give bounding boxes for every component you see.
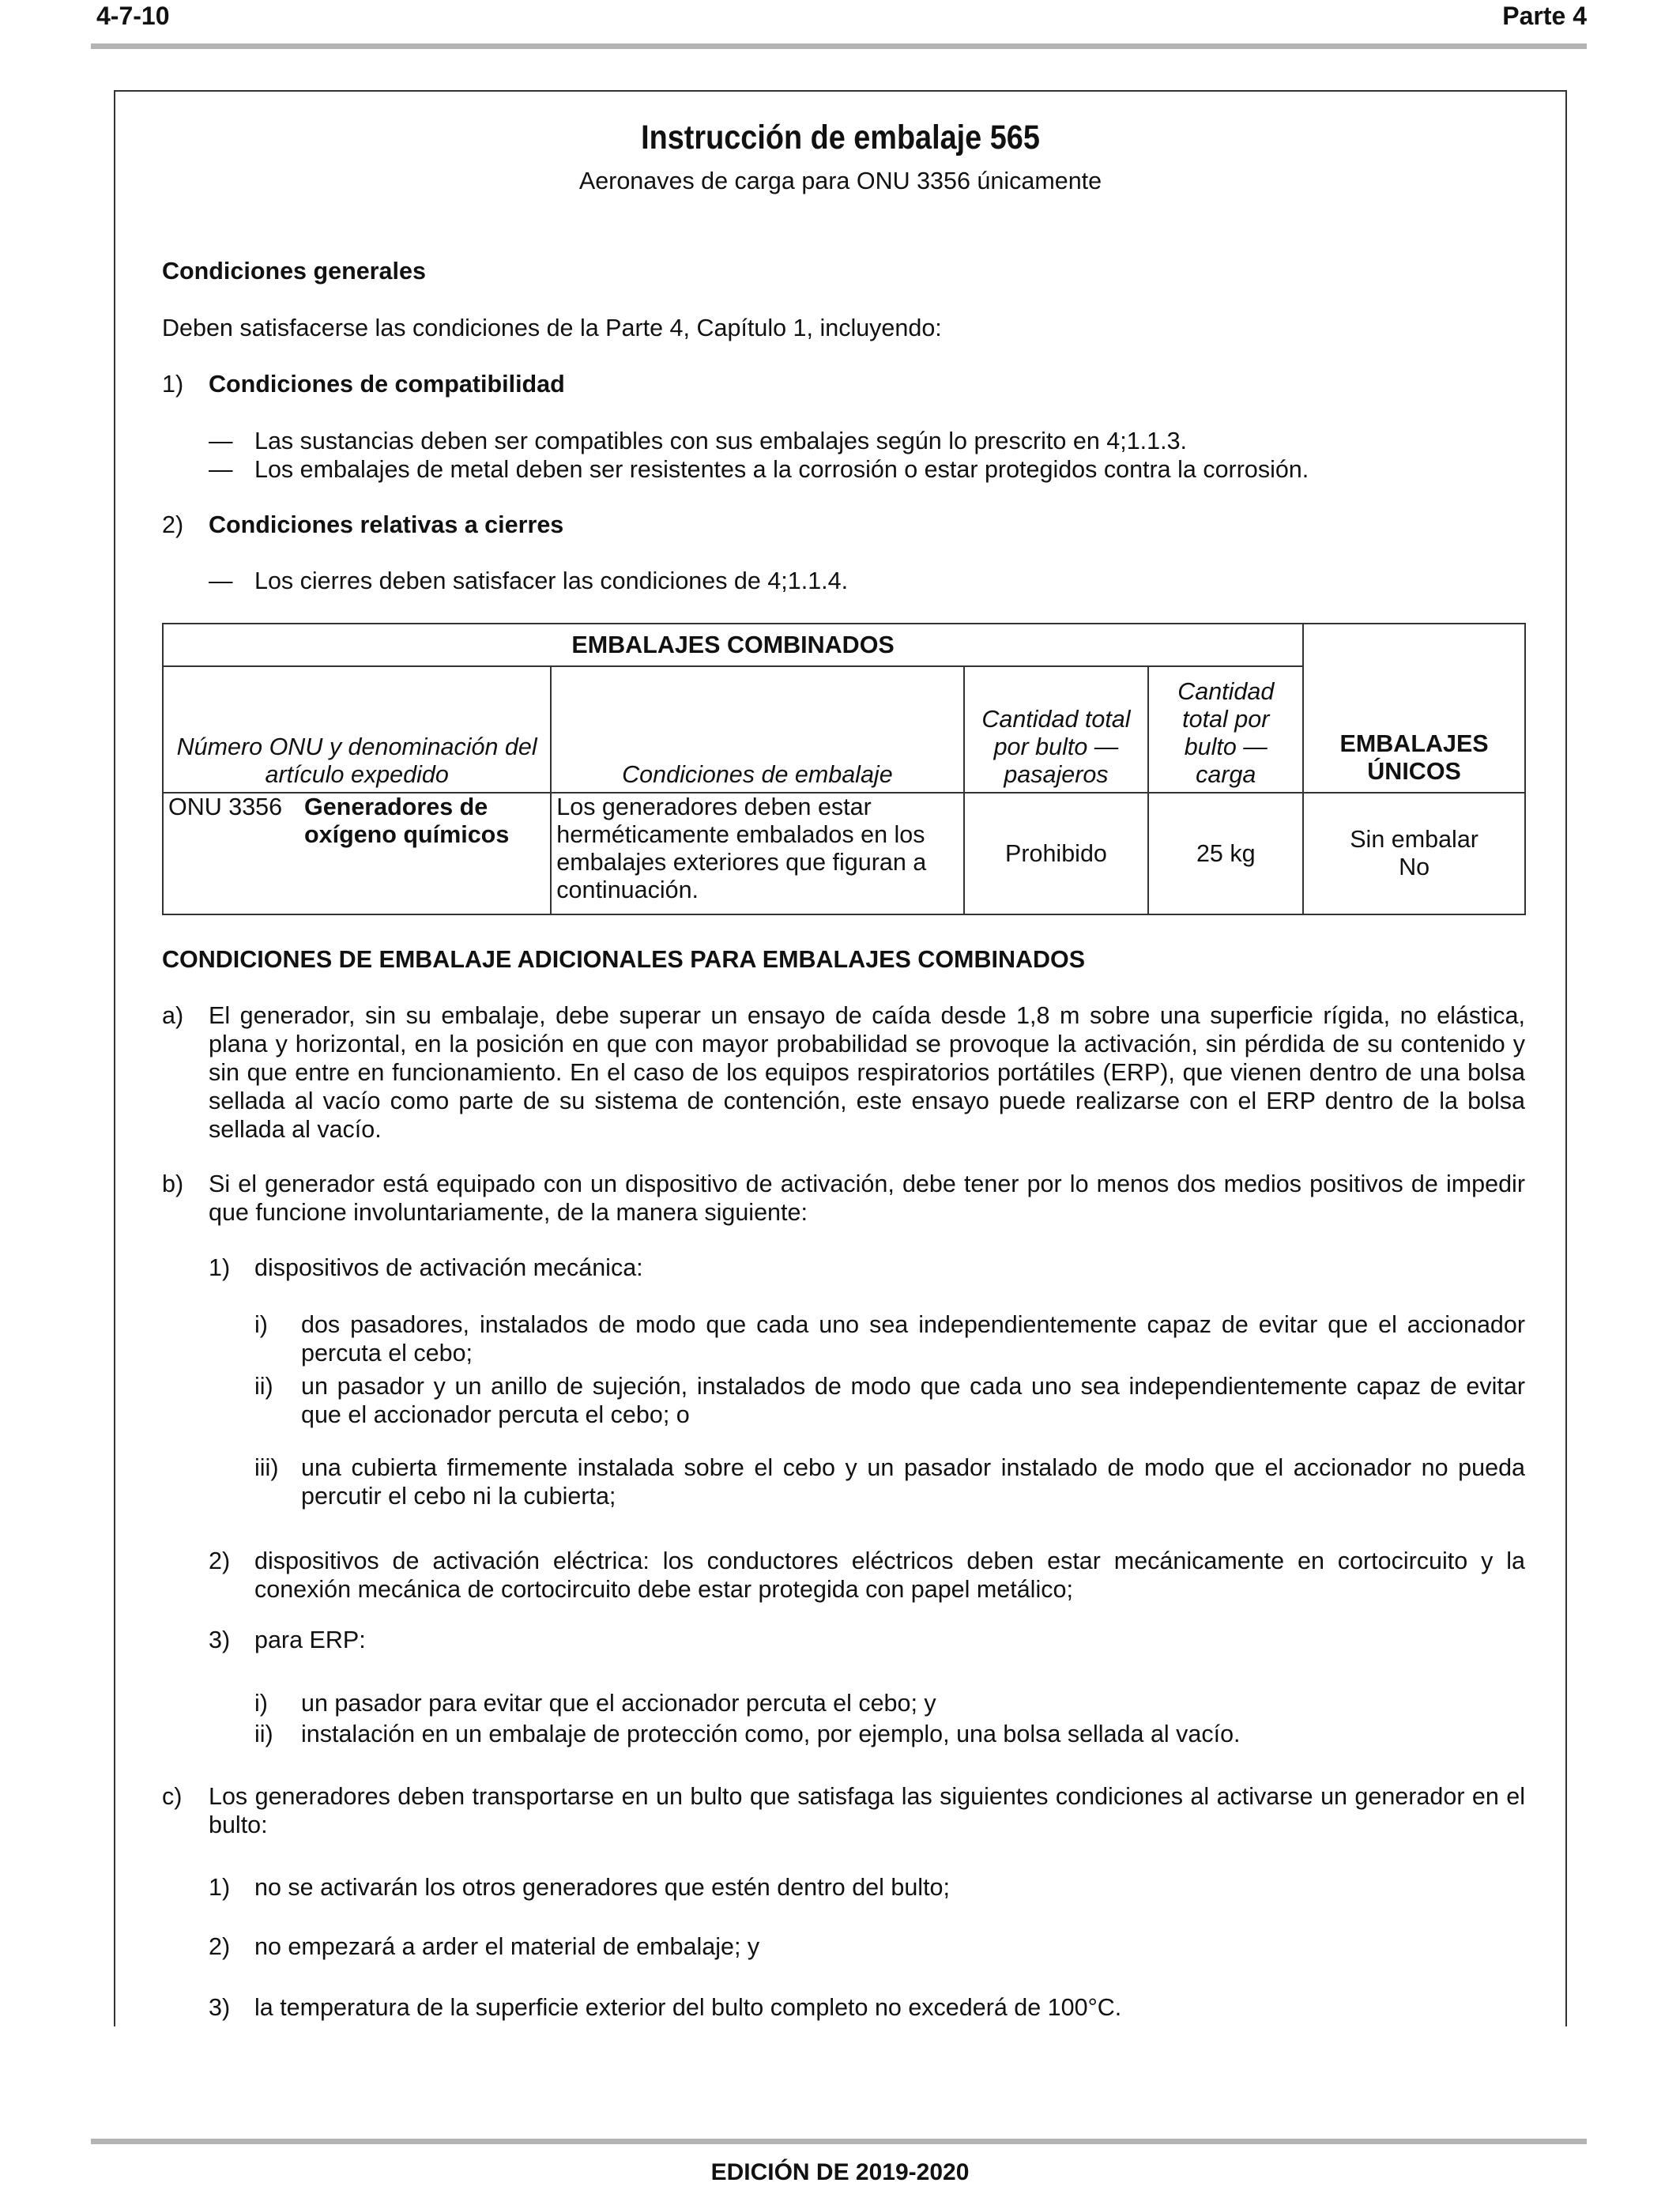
item-title: Condiciones relativas a cierres — [209, 511, 564, 538]
sub-sub-item-text: dos pasadores, instalados de modo que cada uno sea independientemente capaz de evitar que el accionador percuta el cebo; — [301, 1311, 1525, 1367]
edition-footer: EDICIÓN DE 2019-2020 — [710, 2159, 970, 2185]
sub-sub-item-number: i) — [254, 1690, 268, 1717]
single-packaging-header: EMBALAJES ÚNICOS — [1303, 624, 1525, 793]
item-title: Condiciones de compatibilidad — [209, 371, 565, 398]
item-number: 1) — [162, 371, 184, 398]
sub-sub-item-number: ii) — [254, 1373, 273, 1400]
cargo-quantity-header: Cantidad total por bulto — carga — [1148, 666, 1303, 793]
page-number: 4-7-10 — [96, 2, 170, 30]
clause-text: Los generadores deben transportarse en un bulto que satisfaga las siguientes condiciones al activarse un generador en el bulto: — [209, 1783, 1525, 1838]
sub-sub-item-text: instalación en un embalaje de protección como, por ejemplo, una bolsa sellada al vacío. — [301, 1721, 1241, 1747]
sub-item-text: dispositivos de activación eléctrica: los conductores eléctricos deben estar mecánicamente en cortocircuito y la conexión mecánica de cortocircuito debe estar protegida con papel metálico; — [254, 1547, 1525, 1603]
sub-item-text: para ERP: — [254, 1627, 366, 1653]
clause-label: c) — [162, 1783, 183, 1810]
sub-item-text: no empezará a arder el material de embalaje; y — [254, 1933, 760, 1960]
sub-item-number: 3) — [209, 1627, 231, 1653]
single-packaging-cell — [1303, 793, 1525, 914]
un-number: ONU 3356 — [168, 794, 283, 820]
packaging-table — [162, 623, 1526, 915]
dash-bullet: — — [209, 567, 233, 594]
sub-sub-item-number: ii) — [254, 1721, 273, 1747]
combined-header: EMBALAJES COMBINADOS — [163, 624, 1303, 666]
sub-item-number: 2) — [209, 1933, 231, 1960]
dash-bullet: — — [209, 428, 233, 454]
sub-item-text: no se activarán los otros generadores que estén dentro del bulto; — [254, 1874, 950, 1901]
single-packaging-value: Sin embalar — [1350, 826, 1478, 853]
sub-item-number: 3) — [209, 1994, 231, 2021]
passenger-quantity-header: Cantidad total por bulto — pasajeros — [964, 666, 1149, 793]
clause-text: Si el generador está equipado con un dispositivo de activación, debe tener por lo menos dos medios positivos de impedir que funcione involuntariamente, de la manera siguiente: — [209, 1171, 1525, 1226]
bullet-text: Los cierres deben satisfacer las condiciones de 4;1.1.4. — [254, 567, 849, 594]
sub-item-text: la temperatura de la superficie exterior del bulto completo no excederá de 100°C. — [254, 1994, 1122, 2021]
table-header-row — [163, 624, 1525, 666]
sub-sub-item-text: una cubierta firmemente instalada sobre el cebo y un pasador instalado de modo que el accionador no pueda percutir el cebo ni la cubierta; — [301, 1454, 1525, 1510]
sub-item-number: 2) — [209, 1547, 231, 1574]
clause-label: b) — [162, 1171, 184, 1197]
bullet-text: Los embalajes de metal deben ser resistentes a la corrosión o estar protegidos contra la corrosión. — [254, 456, 1309, 483]
dash-bullet: — — [209, 456, 233, 483]
un-number-cell — [163, 793, 551, 914]
clause-text: El generador, sin su embalaje, debe superar un ensayo de caída desde 1,8 m sobre una superficie rígida, no elástica, plana y horizontal, en la posición en que con mayor probabilidad se provoque la activación, sin pérdida de su contenido y sin que entre en funcionamiento. En el caso de los equipos respiratorios portátiles (ERP), que vienen dentro de una bolsa sellada al vacío como parte de su sistema de contención, este ensayo puede realizarse con el ERP dentro de la bolsa sellada al vacío. — [209, 1002, 1525, 1143]
additional-heading: CONDICIONES DE EMBALAJE ADICIONALES PARA EMBALAJES COMBINADOS — [162, 946, 1086, 973]
header-rule — [91, 43, 1587, 49]
sub-item-text: dispositivos de activación mecánica: — [254, 1254, 643, 1281]
un-number-header: Número ONU y denominación del artículo expedido — [163, 666, 551, 793]
passenger-quantity-cell: Prohibido — [964, 793, 1149, 914]
part-label: Parte 4 — [1502, 2, 1587, 30]
table-row — [163, 793, 1525, 914]
cargo-quantity-cell: 25 kg — [1148, 793, 1303, 914]
page-subtitle: Aeronaves de carga para ONU 3356 únicamente — [578, 168, 1102, 194]
footer-rule — [91, 2139, 1587, 2144]
sub-sub-item-text: un pasador para evitar que el accionador percuta el cebo; y — [301, 1690, 936, 1717]
general-intro: Deben satisfacerse las condiciones de la Parte 4, Capítulo 1, incluyendo: — [162, 315, 942, 341]
packing-conditions-cell: Los generadores deben estar herméticamente embalados en los embalajes exteriores que figuran a continuación. — [551, 793, 963, 914]
article-name: Generadores de oxígeno químicos — [304, 794, 510, 848]
item-number: 2) — [162, 511, 184, 538]
sub-sub-item-number: i) — [254, 1311, 268, 1338]
general-heading: Condiciones generales — [162, 258, 426, 285]
sub-item-number: 1) — [209, 1254, 231, 1281]
sub-sub-item-text: un pasador y un anillo de sujeción, instalados de modo que cada uno sea independientemente capaz de evitar que el accionador percuta el cebo; o — [301, 1373, 1525, 1428]
sub-item-number: 1) — [209, 1874, 231, 1901]
page-title: Instrucción de embalaje 565 — [641, 119, 1040, 156]
packing-conditions-header: Condiciones de embalaje — [551, 666, 963, 793]
clause-label: a) — [162, 1002, 184, 1029]
single-packaging-value: No — [1399, 854, 1430, 880]
sub-sub-item-number: iii) — [254, 1454, 279, 1481]
bullet-text: Las sustancias deben ser compatibles con sus embalajes según lo prescrito en 4;1.1.3. — [254, 428, 1188, 454]
